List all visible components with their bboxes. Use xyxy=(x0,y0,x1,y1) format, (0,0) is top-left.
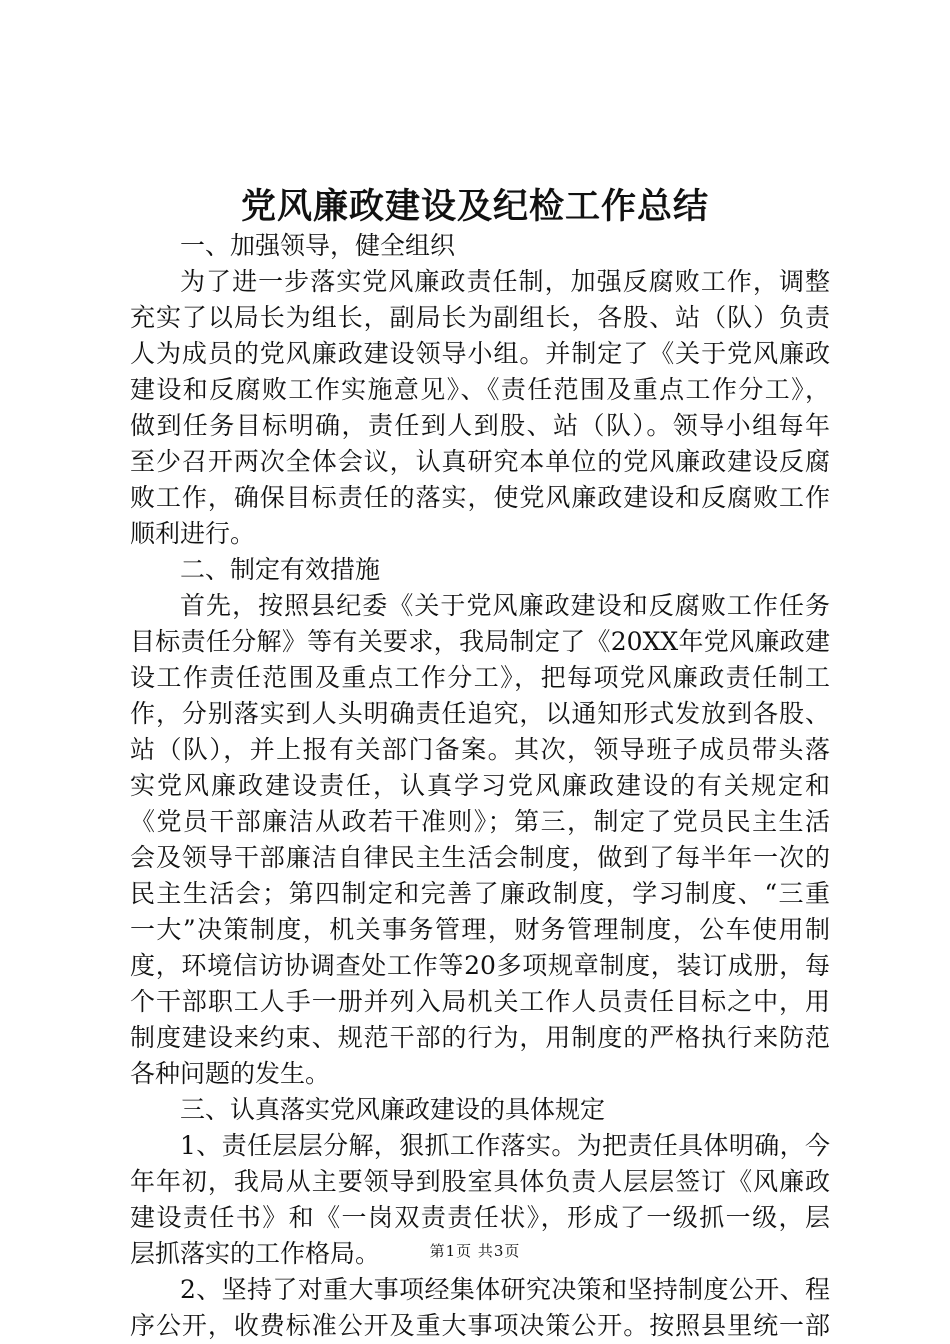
body-line: 建设责任书》和《一岗双责责任状》，形成了一级抓一级，层 xyxy=(130,1203,830,1232)
body-line: 各种问题的发生。 xyxy=(130,1059,331,1088)
body-line: 一大”决策制度，机关事务管理，财务管理制度，公车使用制 xyxy=(130,915,830,944)
body-line: 至少召开两次全体会议，认真研究本单位的党风廉政建设反腐 xyxy=(130,447,830,476)
body-line: 人为成员的党风廉政建设领导小组。并制定了《关于党风廉政 xyxy=(130,339,830,368)
body-line: 为了进一步落实党风廉政责任制，加强反腐败工作，调整 xyxy=(180,267,830,296)
body-line: 顺利进行。 xyxy=(130,519,256,548)
page-footer: 第1页 共3页 xyxy=(429,1242,521,1260)
body-line: 败工作，确保目标责任的落实，使党风廉政建设和反腐败工作 xyxy=(130,483,830,512)
body-line: 会及领导干部廉洁自律民主生活会制度，做到了每半年一次的 xyxy=(130,843,830,872)
body-line: 一、加强领导，健全组织 xyxy=(180,231,456,260)
body-line: 设工作责任范围及重点工作分工》，把每项党风廉政责任制工 xyxy=(130,663,830,692)
body-line: 《党员干部廉洁从政若干准则》；第三，制定了党员民主生活 xyxy=(130,807,830,836)
body-line: 二、制定有效措施 xyxy=(180,555,381,584)
document-title: 党风廉政建设及纪检工作总结 xyxy=(240,186,709,227)
body-line: 做到任务目标明确，责任到人到股、站（队）。领导小组每年 xyxy=(130,411,830,440)
body-line: 充实了以局长为组长，副局长为副组长，各股、站（队）负责 xyxy=(130,303,830,332)
body-line: 2、坚持了对重大事项经集体研究决策和坚持制度公开、程 xyxy=(180,1275,830,1304)
body-line: 首先，按照县纪委《关于党风廉政建设和反腐败工作任务 xyxy=(180,591,830,620)
body-line: 1、责任层层分解，狠抓工作落实。为把责任具体明确，今 xyxy=(180,1131,830,1160)
body-line: 三、认真落实党风廉政建设的具体规定 xyxy=(180,1095,606,1124)
body-line: 目标责任分解》等有关要求，我局制定了《20XX年党风廉政建 xyxy=(130,627,830,656)
body-line: 建设和反腐败工作实施意见》、《责任范围及重点工作分工》， xyxy=(130,375,830,404)
body-line: 制度建设来约束、规范干部的行为，用制度的严格执行来防范 xyxy=(130,1023,830,1052)
body-line: 序公开，收费标准公开及重大事项决策公开。按照县里统一部 xyxy=(130,1311,830,1340)
body-line: 站（队），并上报有关部门备案。其次，领导班子成员带头落 xyxy=(130,735,830,764)
body-line: 实党风廉政建设责任，认真学习党风廉政建设的有关规定和 xyxy=(130,771,830,800)
body-line: 年年初，我局从主要领导到股室具体负责人层层签订《风廉政 xyxy=(130,1167,830,1196)
body-line: 度，环境信访协调查处工作等20多项规章制度，装订成册，每 xyxy=(130,951,830,980)
body-line: 民主生活会；第四制定和完善了廉政制度，学习制度、“三重 xyxy=(130,879,830,908)
body-line: 作，分别落实到人头明确责任追究，以通知形式发放到各股、 xyxy=(130,699,830,728)
body-line: 个干部职工人手一册并列入局机关工作人员责任目标之中，用 xyxy=(130,987,830,1016)
body-line: 层抓落实的工作格局。 xyxy=(130,1239,381,1268)
